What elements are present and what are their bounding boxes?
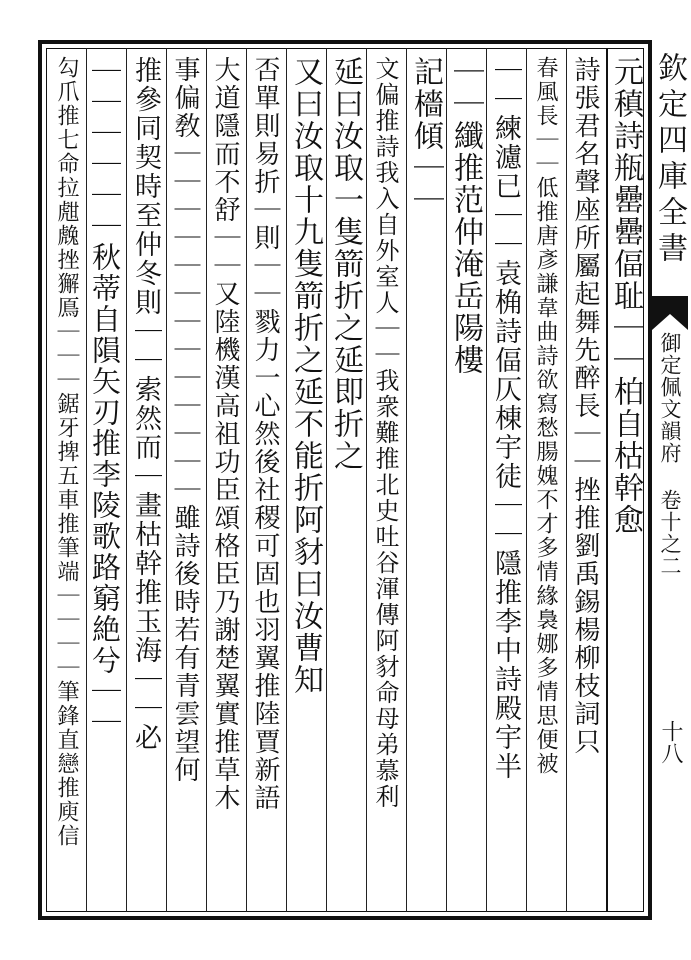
- text-column: 大道隱而不舒｜｜又陸機漢高祖功臣頌格臣乃謝楚翼實推草木: [210, 56, 240, 812]
- text-column: 元稹詩瓶罍罍偪耻｜｜柏自枯幹愈: [608, 56, 643, 536]
- page-number: 十八: [658, 720, 683, 764]
- fishtail-mark: [652, 296, 688, 330]
- book-title: 欽定四庫全書: [652, 52, 687, 268]
- text-column: ｜｜纖推范仲淹岳陽樓: [448, 56, 483, 376]
- text-column: ｜｜練濾已｜｜袁桷詩偪仄棟宇徒｜｜隱推李中詩殿宇半: [490, 56, 521, 781]
- section-title: 御定佩文韻府: [658, 332, 682, 464]
- text-column: 勾爪推七命拉甝䖘挫獬鳫｜｜｜鋸牙捭五車推筆端｜｜｜｜筆鋒直戀推庾信: [54, 56, 79, 848]
- text-column: 又曰汝取十九隻箭折之延不能折阿豺曰汝曹知: [288, 56, 323, 696]
- section-heading: [652, 332, 688, 632]
- volume-label: 卷十之二: [658, 489, 682, 577]
- text-column: 文偏推詩我入自外室人｜｜我衆難推北史吐谷渾傳阿豺命母弟慕利: [371, 56, 399, 810]
- text-column: 事偏敎｜｜｜｜｜｜｜｜｜｜｜｜｜雖詩後時若有青雲望何: [170, 56, 200, 784]
- text-column: 記檣傾｜｜: [408, 56, 443, 216]
- text-column: ｜｜｜｜｜｜秋蒂自隕矢刃推李陵歌路窮絶兮｜｜: [88, 56, 122, 738]
- text-column: 春風長｜｜低推唐彥謙韋曲詩欲寫愁腸媿不才多情緣裊娜多情思便被: [533, 56, 558, 776]
- text-column: 推參同契時至仲冬則｜｜索然而｜畫枯幹推玉海｜｜必: [130, 56, 161, 752]
- text-column: 否單則易折｜則｜｜戮力一心然後社稷可固也羽翼推陸賈新語: [250, 56, 280, 812]
- text-column: 詩張君名聲座所屬起舞先醉長｜｜挫推劉禹錫楊柳枝詞只: [570, 56, 600, 756]
- text-column: 延曰汝取一隻箭折之延即折之: [328, 56, 363, 472]
